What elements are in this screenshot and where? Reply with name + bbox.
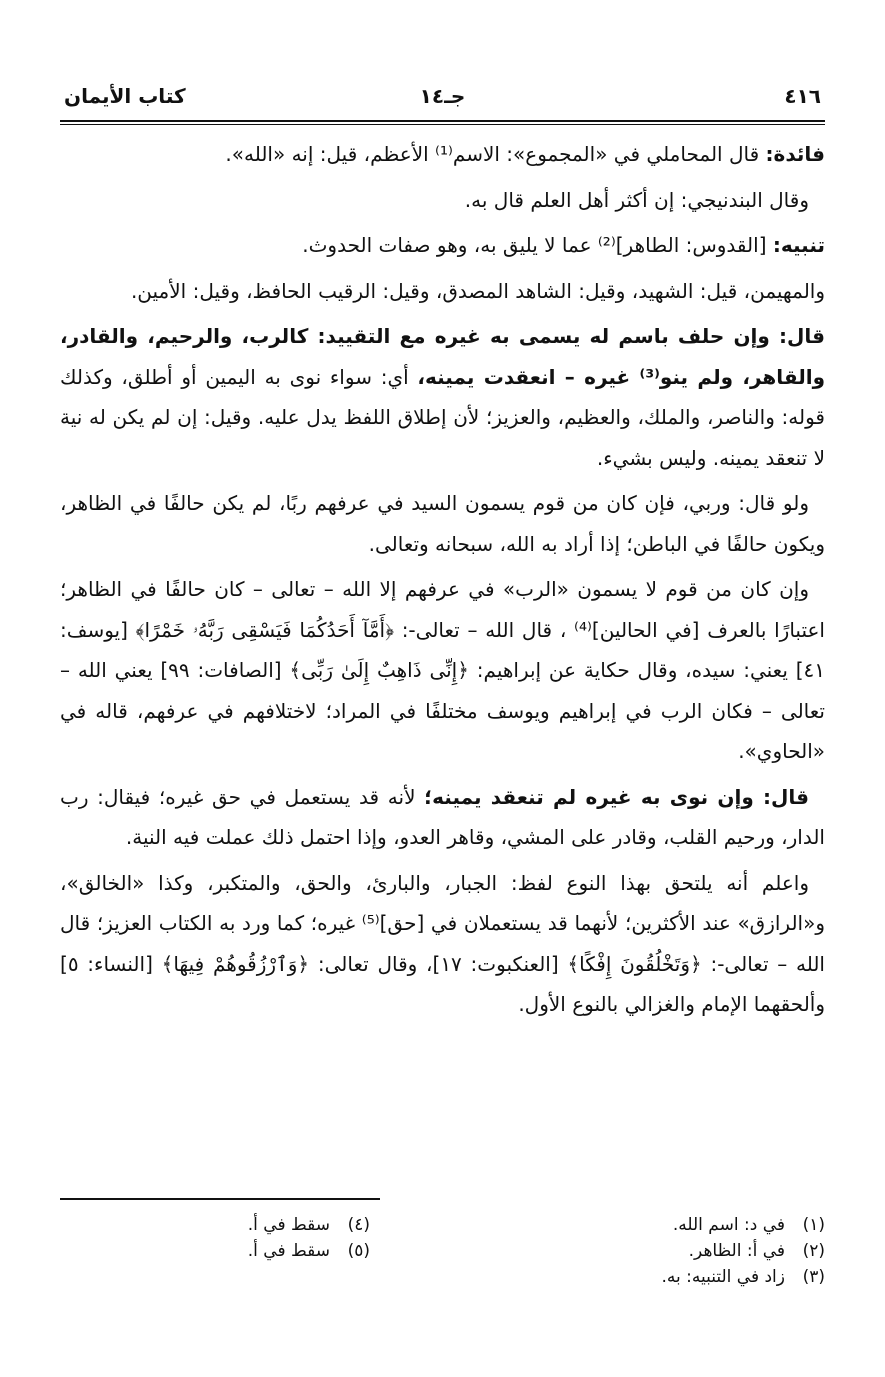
paragraph-text: ولو قال: وربي، فإن كان من قوم يسمون السيد في عرفهم ربًا، لم يكن حالفًا في الظاهر، ويكون حالفًا في الباطن؛ إذا أراد به الله، سبحانه وتعالى. [60,491,825,556]
paragraph-lead: تنبيه: [772,233,825,257]
footnote-rule [60,1198,380,1200]
paragraph-notice [60,225,825,266]
paragraph [60,863,825,1025]
paragraph [60,569,825,772]
footnote-number: (٢) [802,1241,825,1261]
paragraph [60,180,825,221]
footnote-number: (٥) [347,1241,370,1261]
footnote-item [689,1238,825,1264]
paragraph-text: وإن كان من قوم لا يسمون «الرب» في عرفهم إلا الله – تعالى – كان حالفًا في الظاهر؛ اعتبارًا بالعرف [في الحالين]⁽⁴⁾ ، قال الله – تعالى-: ﴿أَمَّآ أَحَدُكُمَا فَيَسْقِى رَبَّهُۥ خَمْرًا﴾ [يوسف: ٤١] يعني: سيده، وقال حكاية عن إبراهيم: ﴿إِنِّى ذَاهِبٌ إِلَىٰ رَبِّى﴾ [الصافات: ٩٩] يعني الله – تعالى – فكان الرب في إبراهيم ويوسف مختلفًا في المراد؛ لاختلافهم في عرفهم، قاله في «الحاوي». [60,577,825,763]
footnote-text: في د: اسم الله. [672,1215,785,1235]
paragraph-matn [60,777,825,858]
paragraph-text: [القدوس: الطاهر]⁽²⁾ عما لا يليق به، وهو صفات الحدوث. [302,233,773,257]
paragraph-lead: قال: وإن نوى به غيره لم تنعقد يمينه؛ [424,784,809,809]
paragraph-lead: فائدة: [765,142,825,166]
page-header [60,82,825,118]
header-rule-thin [60,124,825,125]
paragraph-text: والمهيمن، قيل: الشهيد، وقيل: الشاهد المصدق، وقيل: الرقيب الحافظ، وقيل: الأمين. [130,278,825,303]
footnote-number: (٣) [802,1267,825,1287]
footnote-item [248,1238,370,1264]
footnote-text: زاد في التنبيه: به. [661,1267,785,1287]
paragraph-text: وقال البندنيجي: إن أكثر أهل العلم قال به. [464,187,809,212]
volume-label: جـ١٤ [419,84,466,108]
footnote-item [248,1212,370,1238]
footnote-text: سقط في أ. [247,1215,330,1235]
footnote-item [673,1212,825,1238]
header-rule [60,120,825,122]
footnote-number: (١) [802,1215,825,1235]
paragraph [60,271,825,312]
footnote-text: في أ: الظاهر. [688,1241,785,1261]
paragraph [60,483,825,564]
paragraph-text: لأنه قد يستعمل في حق غيره؛ فيقال: رب الدار، ورحيم القلب، وقادر على المشي، وقاهر العدو، وإذا احتمل ذلك عملت فيه النية. [60,784,825,849]
paragraph-note [60,134,825,175]
paragraph-text: قال المحاملي في «المجموع»: الاسم⁽¹⁾ الأعظم، قيل: إنه «الله». [225,142,766,166]
paragraph-lead: قال: وإن حلف باسم له يسمى به غيره مع التقييد: كالرب، والرحيم، والقادر، والقاهر، ولم ينو⁽³⁾ غيره – انعقدت يمينه، [60,324,826,389]
main-text [60,134,825,1030]
footnote-number: (٤) [347,1215,370,1235]
paragraph-text: أي: سواء نوى به اليمين أو أطلق، وكذلك قوله: والناصر، والملك، والعظيم، والعزيز؛ لأن إطلاق اللفظ يدل عليه. وقيل: إن لم يكن له نية لا تنعقد يمينه. وليس بشيء. [60,364,825,470]
paragraph-matn [60,316,825,478]
page-number: ٤١٦ [784,84,821,108]
footnote-item [661,1264,825,1290]
book-page [60,0,825,1377]
paragraph-text: واعلم أنه يلتحق بهذا النوع لفظ: الجبار، والبارئ، والحق، والمتكبر، وكذا «الخالق»، و«الرازق» عند الأكثرين؛ لأنهما قد يستعملان في [حق]⁽⁵⁾ غيره؛ كما ورد به الكتاب العزيز؛ قال الله – تعالى-: ﴿وَتَخْلُقُونَ إِفْكًا﴾ [العنكبوت: ١٧]، وقال تعالى: ﴿وَٱرْزُقُوهُمْ فِيهَا﴾ [النساء: ٥] وألحقهما الإمام والغزالي بالنوع الأول. [60,870,825,1016]
book-title: كتاب الأيمان [64,84,186,108]
footnote-text: سقط في أ. [247,1241,330,1261]
